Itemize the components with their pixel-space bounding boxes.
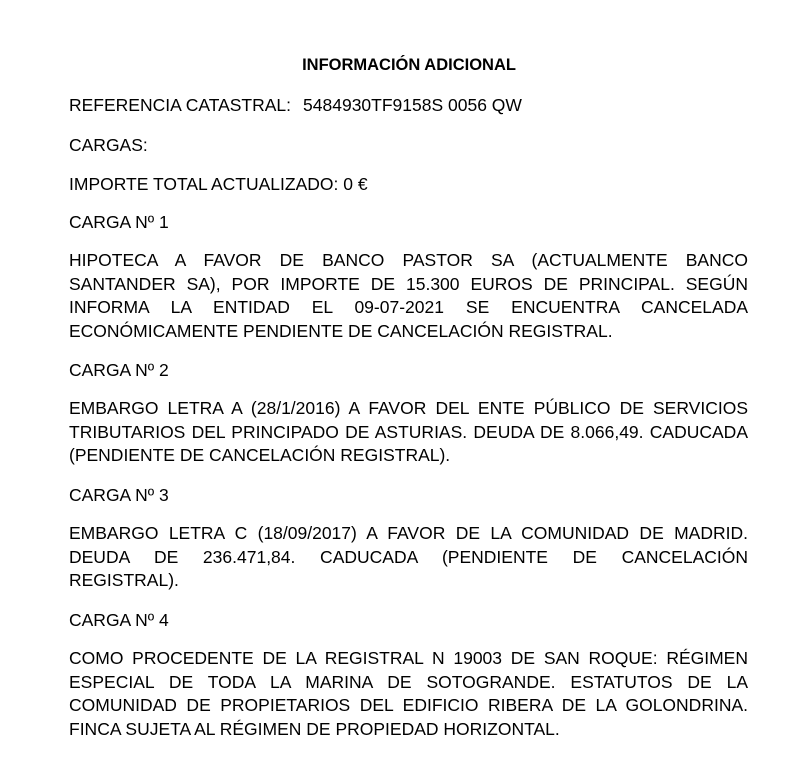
carga-3-line: REGISTRAL). xyxy=(69,570,179,591)
carga-1-heading: CARGA Nº 1 xyxy=(69,212,169,232)
carga-1-line: HIPOTECA A FAVOR DE BANCO PASTOR SA (ACTUALMENTE BANCO xyxy=(69,250,748,270)
importe-total: IMPORTE TOTAL ACTUALIZADO: 0 € xyxy=(69,174,368,194)
carga-2-line: (PENDIENTE DE CANCELACIÓN REGISTRAL). xyxy=(69,445,451,466)
carga-3-heading: CARGA Nº 3 xyxy=(69,485,169,505)
carga-3-text xyxy=(69,522,748,593)
carga-4-line: ESPECIAL DE TODA LA MARINA DE SOTOGRANDE. ESTATUTOS DE LA xyxy=(69,671,748,692)
carga-1-text xyxy=(69,249,748,344)
carga-4-line: COMUNIDAD DE PROPIETARIOS DEL EDIFICIO RIBERA DE LA GOLONDRINA. xyxy=(69,695,748,716)
referencia-catastral-row xyxy=(69,95,522,115)
referencia-catastral-label: REFERENCIA CATASTRAL: xyxy=(69,95,292,115)
carga-2-text xyxy=(69,397,748,468)
carga-1-line: SANTANDER SA), POR IMPORTE DE 15.300 EUROS DE PRINCIPAL. SEGÚN xyxy=(69,273,748,294)
carga-2-line: TRIBUTARIOS DEL PRINCIPADO DE ASTURIAS. DEUDA DE 8.066,49. CADUCADA xyxy=(69,421,748,442)
document-title: INFORMACIÓN ADICIONAL xyxy=(302,56,516,74)
carga-3-line: DEUDA DE 236.471,84. CADUCADA (PENDIENTE DE CANCELACIÓN xyxy=(69,546,748,567)
carga-2-heading: CARGA Nº 2 xyxy=(69,360,169,380)
carga-1-line: ECONÓMICAMENTE PENDIENTE DE CANCELACIÓN REGISTRAL. xyxy=(69,321,613,342)
carga-4-line: FINCA SUJETA AL RÉGIMEN DE PROPIEDAD HORIZONTAL. xyxy=(69,719,560,740)
carga-2-line: EMBARGO LETRA A (28/1/2016) A FAVOR DEL ENTE PÚBLICO DE SERVICIOS xyxy=(69,398,748,418)
cargas-label: CARGAS: xyxy=(69,135,148,155)
carga-1-line: INFORMA LA ENTIDAD EL 09-07-2021 SE ENCUENTRA CANCELADA xyxy=(69,297,748,318)
carga-4-line: COMO PROCEDENTE DE LA REGISTRAL N 19003 DE SAN ROQUE: RÉGIMEN xyxy=(69,648,748,668)
carga-4-text xyxy=(69,647,748,742)
carga-4-heading: CARGA Nº 4 xyxy=(69,610,169,630)
referencia-catastral-value: 5484930TF9158S 0056 QW xyxy=(303,95,522,115)
carga-3-line: EMBARGO LETRA C (18/09/2017) A FAVOR DE LA COMUNIDAD DE MADRID. xyxy=(69,523,748,543)
